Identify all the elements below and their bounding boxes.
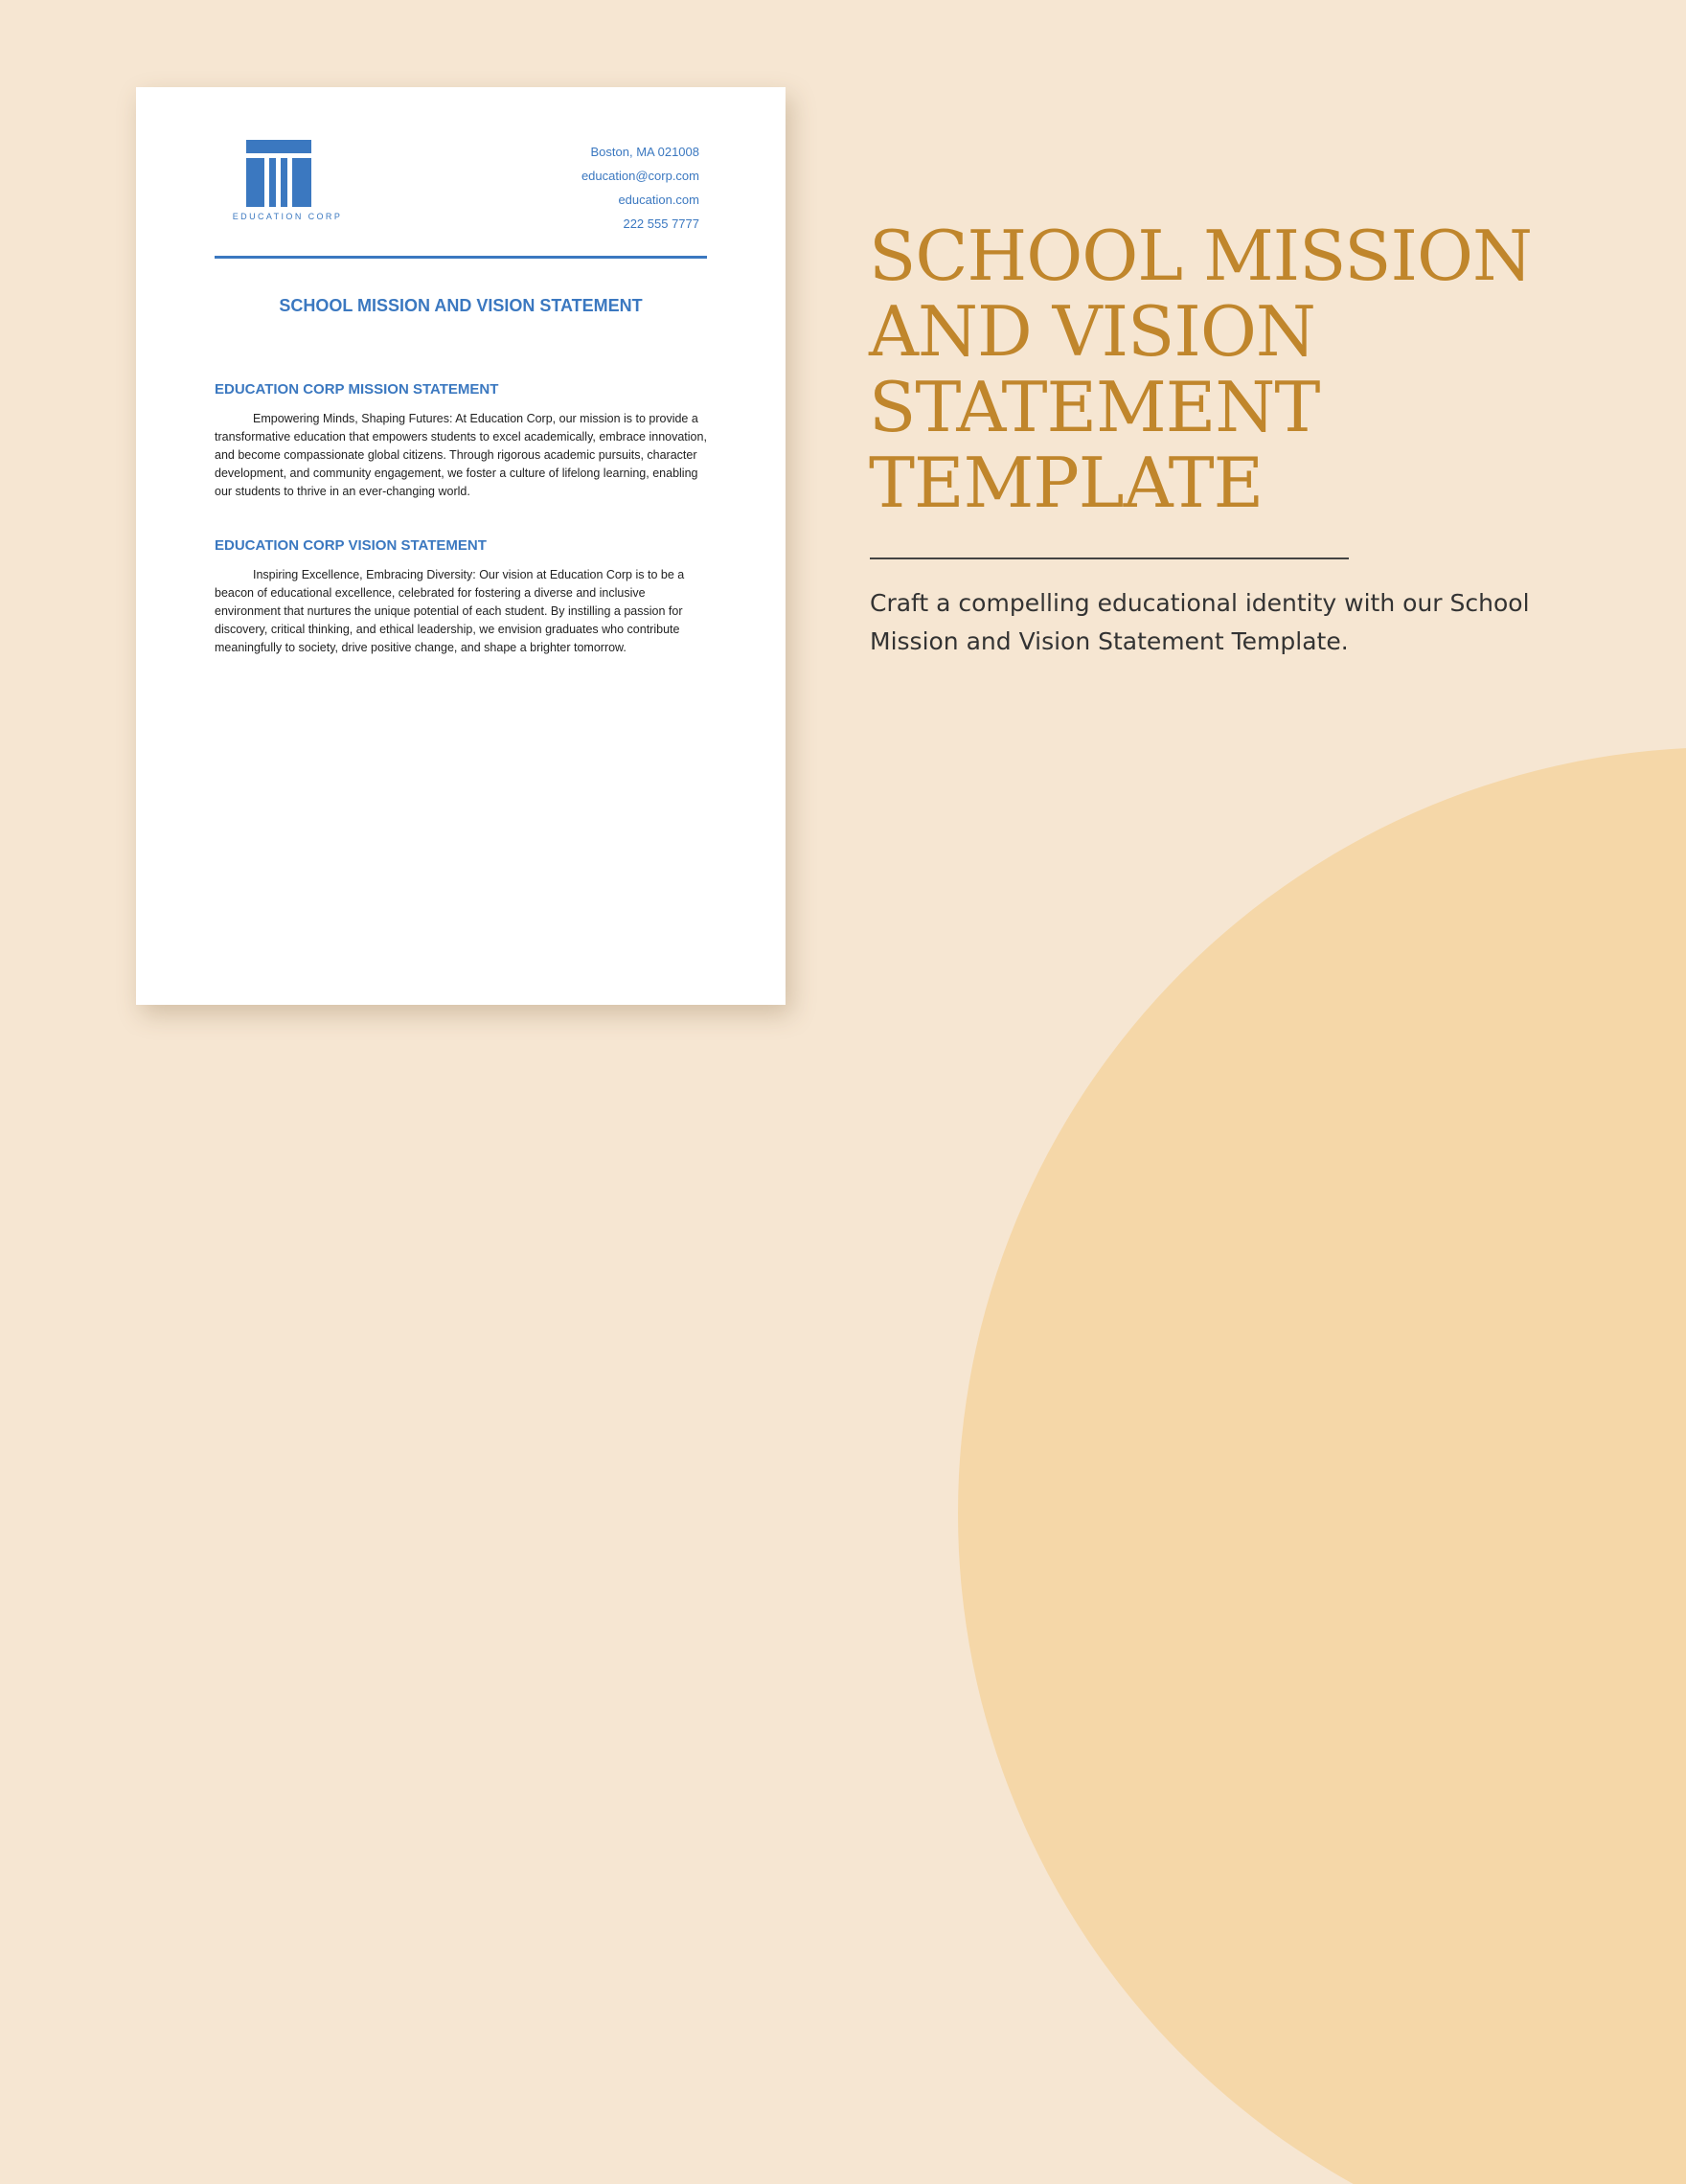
document-title: SCHOOL MISSION AND VISION STATEMENT: [279, 296, 643, 315]
contact-address: Boston, MA 021008: [590, 145, 699, 159]
contact-website: education.com: [618, 193, 699, 207]
logo-column-icon: [292, 158, 311, 207]
mission-body: [215, 410, 707, 501]
hero-divider: [870, 557, 1349, 559]
logo-column-icon: [281, 158, 287, 207]
hero-title: SCHOOL MISSION AND VISION STATEMENT TEMPLATE: [869, 216, 1532, 523]
vision-body: [215, 566, 707, 657]
contact-info: [581, 140, 699, 236]
document-preview: [136, 87, 786, 1005]
vision-text: Inspiring Excellence, Embracing Diversity: Our vision at Education Corp is to be a beacon of educational excellence, celebrated for fostering a diverse and inclusive environment that nurtures the unique potential of each student. By instilling a passion for discovery, critical thinking, and ethical leadership, we envision graduates who contribute meaningfully to society, drive positive change, and shape a brighter tomorrow.: [215, 568, 685, 654]
logo-pediment-icon: [246, 140, 311, 153]
mission-text: Empowering Minds, Shaping Futures: At Education Corp, our mission is to provide a transformative education that empowers students to excel academically, embrace innovation, and become compassionate global citizens. Through rigorous academic pursuits, character development, and community engagement, we foster a culture of lifelong learning, enabling our students to thrive in an ever-changing world.: [215, 412, 707, 498]
logo-column-icon: [269, 158, 276, 207]
logo-text: EDUCATION CORP: [232, 212, 343, 221]
logo-column-icon: [246, 158, 264, 207]
vision-heading: EDUCATION CORP VISION STATEMENT: [215, 537, 487, 554]
header-divider: [215, 256, 707, 259]
mission-heading: EDUCATION CORP MISSION STATEMENT: [215, 381, 499, 398]
background-curve: [958, 747, 1686, 2184]
contact-email: education@corp.com: [581, 169, 699, 183]
hero-subtitle: Craft a compelling educational identity with our School Mission and Vision Statement Template.: [870, 589, 1530, 655]
contact-phone: 222 555 7777: [623, 216, 699, 231]
